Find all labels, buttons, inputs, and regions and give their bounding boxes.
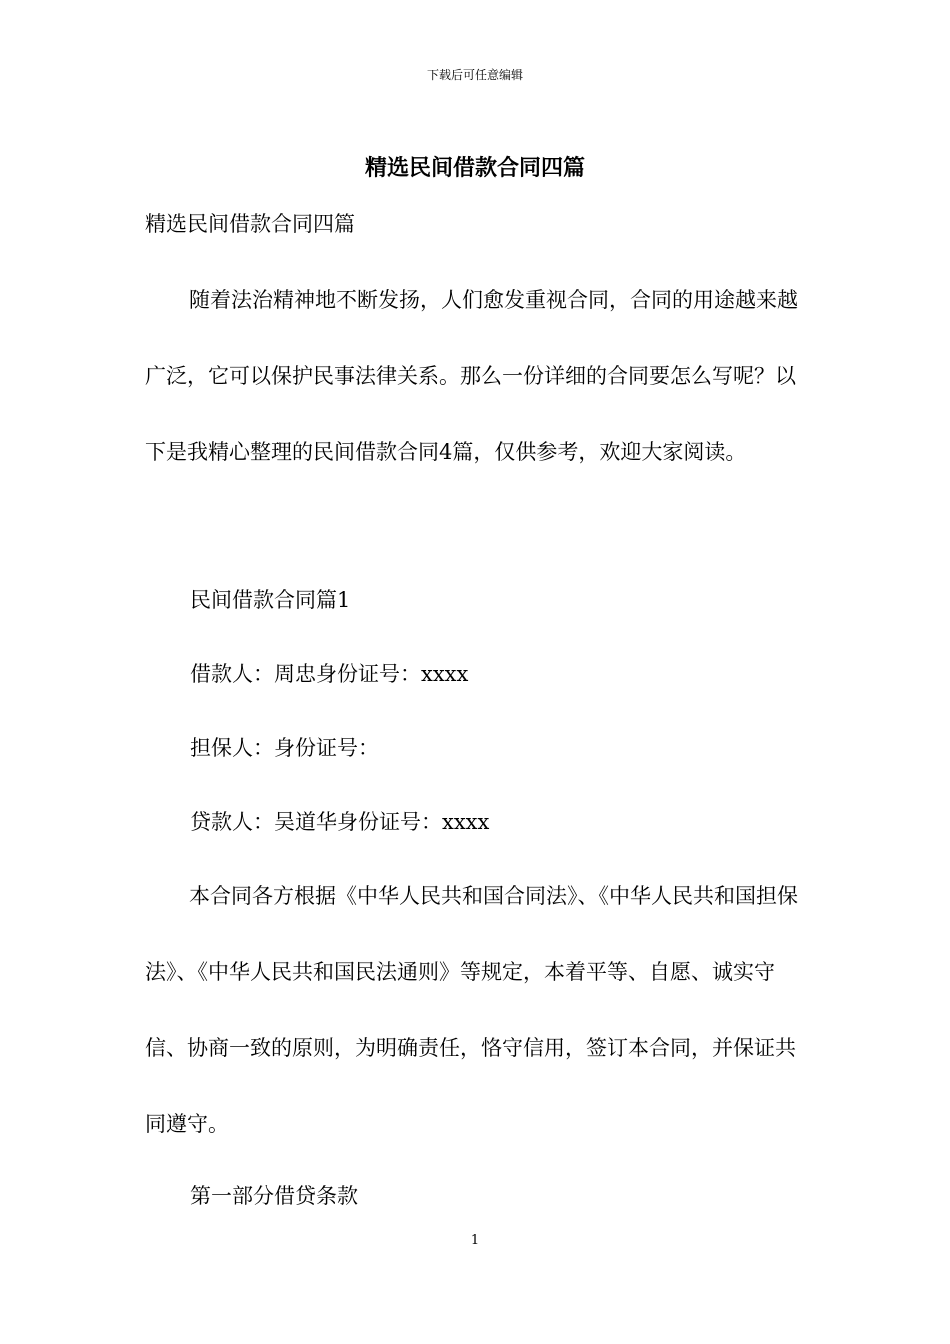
guarantor-line: 担保人：身份证号： xyxy=(190,736,379,760)
section-heading: 民间借款合同篇1 xyxy=(190,588,351,612)
lender-line: 贷款人：吴道华身份证号：xxxx xyxy=(190,810,490,834)
header-note: 下载后可任意编辑 xyxy=(426,68,523,82)
borrower-line: 借款人：周忠身份证号：xxxx xyxy=(190,662,469,686)
intro-paragraph: 随着法治精神地不断发扬，人们愈发重视合同，合同的用途越来越广泛，它可以保护民事法律关系。那么一份详细的合同要怎么写呢？以下是我精心整理的民间借款合同4篇，仅供参考，欢迎大家阅读。 xyxy=(145,288,798,464)
part-heading: 第一部分借贷条款 xyxy=(190,1184,358,1208)
subtitle-line: 精选民间借款合同四篇 xyxy=(145,212,355,236)
legal-basis-paragraph: 本合同各方根据《中华人民共和国合同法》、《中华人民共和国担保法》、《中华人民共和国民法通则》等规定，本着平等、自愿、诚实守信、协商一致的原则，为明确责任，恪守信用，签订本合同，并保证共同遵守。 xyxy=(145,884,798,1136)
page-number: 1 xyxy=(470,1233,480,1248)
document-title: 精选民间借款合同四篇 xyxy=(364,155,585,181)
